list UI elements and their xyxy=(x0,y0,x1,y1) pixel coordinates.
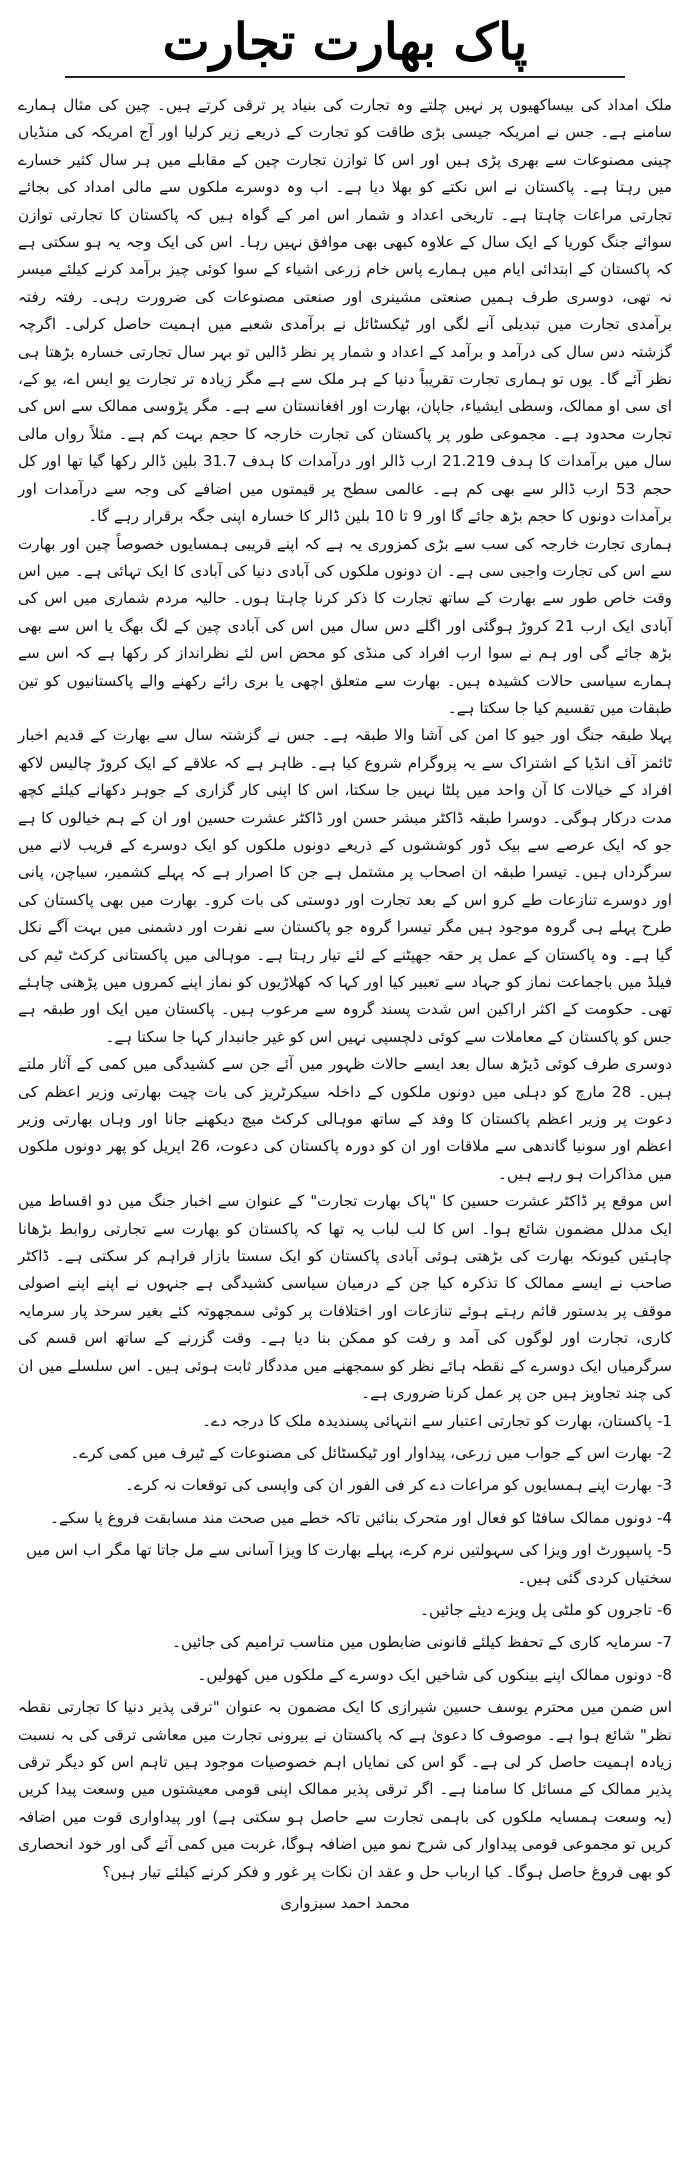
proposal-item: 2- بھارت اس کے جواب میں زرعی، پیداوار اور ٹیکسٹائل کی مصنوعات کے ٹیرف میں کمی کرے۔ xyxy=(70,1443,672,1462)
proposal-item: 1- پاکستان، بھارت کو تجارتی اعتبار سے انتہائی پسندیدہ ملک کا درجہ دے۔ xyxy=(202,1411,672,1430)
paragraph-2: ہماری تجارت خارجہ کی سب سے بڑی کمزوری یہ ہے کہ اپنے قریبی ہمسایوں خصوصاً چین اور بھارت سے اس کی تجارت واجبی سی ہے۔ ان دونوں ملکوں کی آبادی دنیا کی آبادی کا ایک تہائی ہے۔ میں اس وقت خاص طور سے بھارت کے ساتھ تجارت کا ذکر کرنا چاہتا ہوں۔ حالیہ مردم شماری میں اس کی آبادی ایک ارب 21 کروڑ ہوگئی اور اگلے دس سال میں اس کی آبادی چین کے لگ بھگ یا اس سے بھی بڑھ جائے گی اور ہم نے سوا ارب افراد کی منڈی کو محض اس لئے نظرانداز کر رکھا ہے کہ اس سے ہمارے سیاسی حالات کشیدہ ہیں۔ بھارت سے متعلق اچھی یا بری رائے رکھنے والے پاکستانیوں کو تین طبقات میں تقسیم کیا جا سکتا ہے۔ xyxy=(18,534,672,717)
paragraph-3: پہلا طبقہ جنگ اور جیو کا امن کی آشا والا طبقہ ہے۔ جس نے گزشتہ سال سے بھارت کے قدیم اخبار ٹائمز آف انڈیا کے اشتراک سے یہ پروگرام شروع کیا ہے۔ ظاہر ہے کہ علاقے کے ایک کروڑ چالیس لاکھ افراد کے خیالات کا آن واحد میں پلٹا نہیں جا سکتا، اس کا اپنی کار گزاری کے جوہر دکھانے کیلئے کچھ مدت درکار ہوگی۔ دوسرا طبقہ ڈاکٹر مبشر حسن اور ڈاکٹر عشرت حسین اور ان کے ہم خیالوں کا ہے جو کہ ایک عرصے سے بیک ڈور کوششوں کے ذریعے دونوں ملکوں کو ایک دوسرے کے قریب لانے میں سرگرداں ہیں۔ تیسرا طبقہ ان اصحاب پر مشتمل ہے جن کا اصرار ہے کہ پہلے کشمیر، سیاچن، پانی اور دوسرے تنازعات طے کرو اس کے بعد تجارت اور دوستی کی بات کرو۔ بھارت میں بھی پاکستان کی طرح پہلے ہی گروہ موجود ہیں مگر تیسرا گروہ جو پاکستان سے نفرت اور دشمنی میں بہت آگے نکل گیا ہے۔ وہ پاکستان کے عمل پر حقہ جھپٹنے کے لئے تیار رہتا ہے۔ موہالی میں پاکستانی کرکٹ ٹیم کی فیلڈ میں باجماعت نماز کو جہاد سے تعبیر کیا اور کہا کہ کھلاڑیوں کو نماز اپنے کمروں میں پڑھنی چاہئے تھی۔ حکومت کے اکثر اراکین اس شدت پسند گروہ سے مرعوب ہیں۔ پاکستان میں ایک اور طبقہ ہے جس کو پاکستان کے معاملات سے کوئی دلچسپی نہیں اس کو غیر جانبدار کہا جا سکتا ہے۔ xyxy=(18,726,672,1046)
paragraph-5: اس موقع پر ڈاکٹر عشرت حسین کا "پاک بھارت تجارت" کے عنوان سے اخبار جنگ میں دو اقساط میں ایک مدلل مضمون شائع ہوا۔ اس کا لب لباب یہ تھا کہ پاکستان کو بھارت سے تجارتی روابط بڑھانا چاہئیں کیونکہ بھارت کی بڑھتی ہوئی آبادی پاکستان کو ایک سستا بازار فراہم کر سکتی ہے۔ ڈاکٹر صاحب نے ایسے ممالک کا تذکرہ کیا جن کے درمیان سیاسی کشیدگی ہے جنہوں نے اپنے اپنے اصولی موقف پر بدستور قائم رہتے ہوئے تنازعات اور اختلافات پر کوئی سمجھوتہ کئے بغیر سرحد پار سرمایہ کاری، تجارت اور لوگوں کی آمد و رفت کو ممکن بنا دیا ہے۔ وقت گزرنے کے ساتھ اس قسم کی سرگرمیاں ایک دوسرے کے نقطہ ہائے نظر کو سمجھنے میں مددگار ثابت ہوئی ہیں۔ اس سلسلے میں ان کی چند تجاویز ہیں جن پر عمل کرنا ضروری ہے۔ xyxy=(18,1192,672,1403)
proposal-item: 4- دونوں ممالک سافٹا کو فعال اور متحرک بنائیں تاکہ خطے میں صحت مند مسابقت فروغ پا سکے۔ xyxy=(50,1508,672,1527)
proposal-list xyxy=(18,1408,672,1690)
closing-paragraph: اس ضمن میں محترم یوسف حسین شیرازی کا ایک مضمون بہ عنوان "ترقی پذیر دنیا کا تجارتی نقطہ نظر" شائع ہوا ہے۔ موصوف کا دعویٰ ہے کہ پاکستان نے بیرونی تجارت میں معاشی ترقی کی بہ نسبت زیادہ اہمیت حاصل کر لی ہے۔ گو اس کی نمایاں اہم خصوصیات موجود ہیں تاہم اس کو دیگر ترقی پذیر ممالک کے مسائل کا سامنا ہے۔ اگر ترقی پذیر ممالک اپنی قومی معیشتوں میں وسعت پیدا کریں (یہ وسعت ہمسایہ ملکوں کی باہمی تجارت سے حاصل ہو سکتی ہے) اور پیداواری قوت میں اضافہ کریں تو مجموعی قومی پیداوار کی شرح نمو میں اضافہ ہوگا، غربت میں کمی آئے گی اور خود انحصاری کو بھی فروغ حاصل ہوگا۔ کیا ارباب حل و عقد ان نکات پر غور و فکر کرنے کیلئے تیار ہیں؟ xyxy=(18,1698,672,1881)
paragraph-1: ملک امداد کی بیساکھیوں پر نہیں چلتے وہ تجارت کی بنیاد پر ترقی کرتے ہیں۔ چین کی مثال ہمارے سامنے ہے۔ جس نے امریکہ جیسی بڑی طاقت کو تجارت کے ذریعے زیر کرلیا اور آج امریکہ کی منڈیاں چینی مصنوعات سے بھری پڑی ہیں اور اس کا توازن تجارت چین کے مقابلے میں ہر سال کثیر خسارے میں رہتا ہے۔ پاکستان نے اس نکتے کو بھلا دیا ہے۔ اب وہ دوسرے ملکوں سے مالی امداد کی بجائے تجارتی مراعات چاہتا ہے۔ تاریخی اعداد و شمار اس امر کے گواہ ہیں کہ پاکستان کا تجارتی توازن سوائے جنگ کوریا کے ایک سال کے علاوہ کبھی بھی موافق نہیں رہا۔ اس کی ایک وجہ یہ ہو سکتی ہے کہ پاکستان کے ابتدائی ایام میں ہمارے پاس خام زرعی اشیاء کے سوا کوئی چیز برآمد کرنے کیلئے میسر نہ تھی، دوسری طرف ہمیں صنعتی مشینری اور صنعتی مصنوعات کی ضرورت رہی۔ رفتہ رفتہ برآمدی تجارت میں تبدیلی آنے لگی اور ٹیکسٹائل نے برآمدی شعبے میں اہمیت حاصل کرلی۔ اگرچہ گزشتہ دس سال کی درآمد و برآمد کے اعداد و شمار پر نظر ڈالیں تو بہر سال تجارتی خسارہ بڑھتا ہی نظر آئے گا۔ یوں تو ہماری تجارت تقریباً دنیا کے ہر ملک سے ہے مگر زیادہ تر تجارت یو ایس اے، یو کے، ای سی او ممالک، وسطی ایشیاء، جاپان، بھارت اور افغانستان سے ہے۔ مگر پڑوسی ممالک سے اس کی تجارت محدود ہے۔ مجموعی طور پر پاکستان کی تجارت خارجہ کا حجم بہت کم ہے۔ مثلاً رواں مالی سال میں برآمدات کا ہدف 21.219 ارب ڈالر اور درآمدات کا ہدف 31.7 بلین ڈالر رکھا گیا تھا اور کل حجم 53 ارب ڈالر سے بھی کم ہے۔ عالمی سطح پر قیمتوں میں اضافے کی وجہ سے درآمدات اور برآمدات دونوں کا حجم بڑھ جائے گا اور 9 تا 10 بلین ڈالر کا خسارہ اپنی جگہ برقرار رہے گا۔ xyxy=(18,96,673,526)
proposal-item: 7- سرمایہ کاری کے تحفظ کیلئے قانونی ضابطوں میں مناسب ترامیم کی جائیں۔ xyxy=(172,1633,672,1652)
title-divider xyxy=(65,76,625,78)
proposal-item: 8- دونوں ممالک اپنے بینکوں کی شاخیں ایک دوسرے کے ملکوں میں کھولیں۔ xyxy=(197,1665,672,1684)
proposal-item: 5- پاسپورٹ اور ویزا کی سہولتیں نرم کرے، پہلے بھارت کا ویزا آسانی سے مل جاتا تھا مگر اب اس میں سختیاں کردی گئی ہیں۔ xyxy=(26,1541,672,1587)
author-byline: محمد احمد سبزواری xyxy=(280,1894,410,1912)
proposal-item: 3- بھارت اپنے ہمسایوں کو مراعات دے کر فی الفور ان کی واپسی کی توقعات نہ کرے۔ xyxy=(125,1476,672,1495)
article-title: پاک بھارت تجارت xyxy=(162,12,528,71)
paragraph-4: دوسری طرف کوئی ڈیڑھ سال بعد ایسے حالات ظہور میں آئے جن سے کشیدگی میں کمی کے آثار ملتے ہیں۔ 28 مارچ کو دہلی میں دونوں ملکوں کے داخلہ سیکرٹریز کی بات چیت بھارتی وزیر اعظم کی دعوت پر وزیر اعظم پاکستان کا وفد کے ساتھ موہالی کرکٹ میچ دیکھنے جانا اور وہاں بھارتی وزیر اعظم اور سونیا گاندھی سے ملاقات اور ان کو دورہ پاکستان کی دعوت، 26 اپریل کو پھر دونوں ملکوں میں مذاکرات ہو رہے ہیں۔ xyxy=(18,1055,672,1183)
article-body xyxy=(18,92,672,1886)
proposal-item: 6- تاجروں کو ملٹی پل ویزے دیئے جائیں۔ xyxy=(420,1600,672,1619)
